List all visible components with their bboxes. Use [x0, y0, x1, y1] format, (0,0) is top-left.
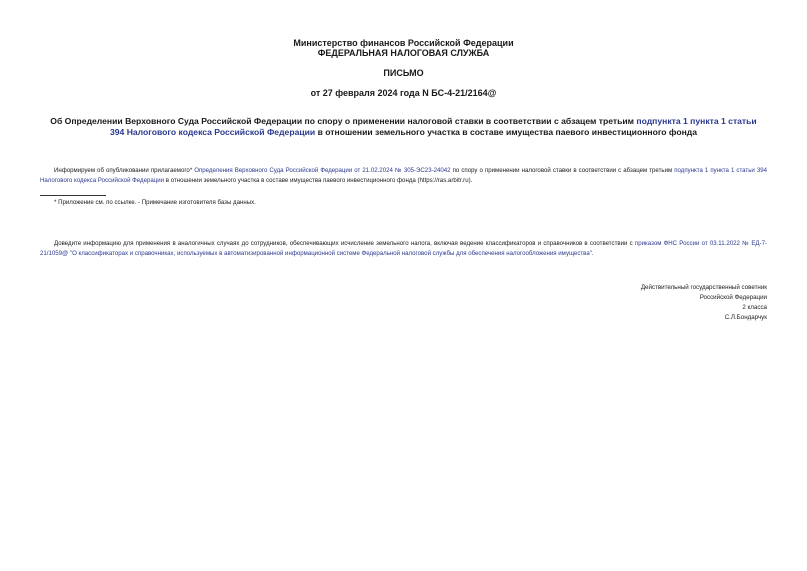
signatory-name: С.Л.Бондарчук: [724, 314, 767, 321]
signature-line-3: 2 класса: [742, 304, 767, 311]
paragraph-inform: [40, 166, 767, 186]
link-fns-order[interactable]: приказом ФНС России от 03.11.2022 № ЕД-7-21/1059@ "О классификаторах и справочниках, используемых в автоматизированной информационной системе Федеральной налоговой службы для обеспечения налогообложения имущества": [40, 240, 768, 257]
subject-link-tax-code[interactable]: подпункта 1 пункта 1 статьи 394 Налогового кодекса Российской Федерации: [109, 116, 757, 137]
paragraph-instruction-text-2: .: [591, 250, 594, 257]
ministry-name: Министерство финансов Российской Федерации: [293, 38, 514, 48]
subject-text-2: в отношении земельного участка в составе имущества паевого инвестиционного фонда: [315, 127, 698, 137]
document-type: ПИСЬМО: [383, 68, 424, 78]
link-tax-code-article[interactable]: подпункта 1 пункта 1 статьи 394 Налогового кодекса Российской Федерации: [40, 167, 768, 184]
document-date-number: от 27 февраля 2024 года N БС-4-21/2164@: [310, 88, 497, 98]
footnote-divider: [40, 195, 106, 196]
document-subject: [44, 116, 763, 138]
subject-text-1: Об Определении Верховного Суда Российской Федерации по спору о применении налоговой ставки в соответствии с абзацем третьим: [50, 116, 637, 126]
signature-line-1: Действительный государственный советник: [640, 284, 767, 291]
paragraph-instruction-text-1: Доведите информацию для применения в аналогичных случаях до сотрудников, обеспечивающих исчисление земельного налога, включая ведение классификаторов и справочников в соответствии с: [54, 240, 635, 247]
paragraph-instruction: [40, 239, 767, 259]
signature-line-2: Российской Федерации: [699, 294, 767, 301]
paragraph-inform-text-2: по спору о применении налоговой ставки в соответствии с абзацем третьим: [450, 167, 675, 174]
paragraph-inform-text-1: Информируем об опубликовании прилагаемого*: [54, 167, 195, 174]
link-supreme-court-ruling[interactable]: Определения Верховного Суда Российской Федерации от 21.02.2024 № 305-ЭС23-24042: [194, 167, 451, 174]
footnote: * Приложение см. по ссылке. - Примечание изготовителя базы данных.: [54, 199, 256, 206]
paragraph-inform-text-3: в отношении земельного участка в составе имущества паевого инвестиционного фонда (https://ras.arbitr.ru).: [164, 177, 473, 184]
service-name: ФЕДЕРАЛЬНАЯ НАЛОГОВАЯ СЛУЖБА: [317, 48, 490, 58]
